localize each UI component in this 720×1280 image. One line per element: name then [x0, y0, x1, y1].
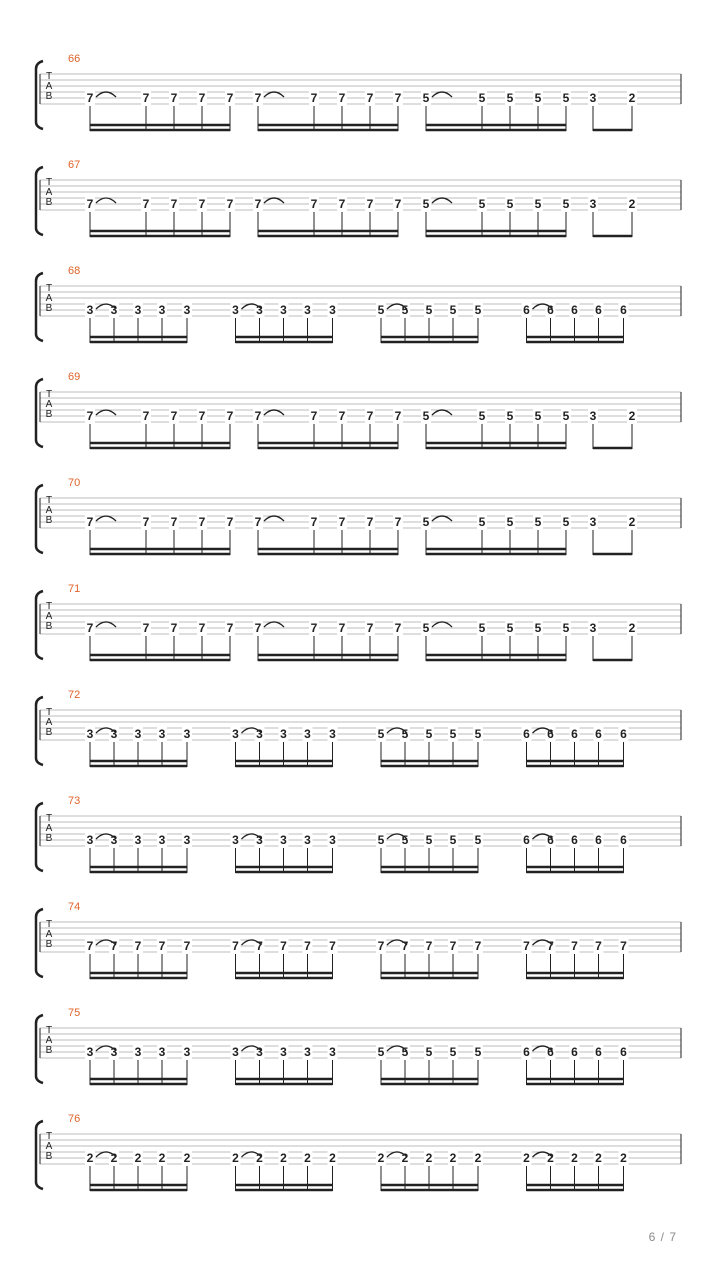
fret-number: 5 — [449, 833, 457, 847]
slur-arc — [432, 410, 452, 415]
fret-number: 7 — [310, 409, 318, 423]
fret-number: 7 — [310, 621, 318, 635]
fret-number: 5 — [449, 1045, 457, 1059]
tab-clef-letter: B — [45, 833, 53, 844]
fret-number: 3 — [183, 833, 191, 847]
tab-clef-letter: B — [45, 91, 53, 102]
fret-number: 3 — [183, 727, 191, 741]
fret-number: 3 — [256, 833, 263, 847]
tab-clef-letter: B — [45, 939, 53, 950]
fret-number: 7 — [595, 939, 602, 953]
tab-system — [36, 1007, 681, 1085]
measure-number: 71 — [68, 583, 81, 595]
tab-system — [36, 583, 681, 661]
fret-number: 7 — [198, 621, 206, 635]
fret-number: 2 — [628, 91, 636, 105]
fret-number: 7 — [547, 939, 554, 953]
fret-number: 7 — [86, 939, 94, 953]
fret-number: 6 — [595, 727, 602, 741]
fret-number: 3 — [134, 1045, 142, 1059]
fret-number: 7 — [310, 197, 318, 211]
fret-number: 7 — [254, 621, 262, 635]
fret-number: 5 — [478, 409, 486, 423]
measure-number: 73 — [68, 795, 81, 807]
tab-system — [36, 265, 681, 343]
fret-number: 3 — [183, 1045, 191, 1059]
fret-number: 7 — [474, 939, 482, 953]
measure-number: 69 — [68, 371, 81, 383]
fret-number: 7 — [425, 939, 433, 953]
tab-clef-letter: A — [45, 187, 53, 198]
fret-number: 7 — [170, 515, 178, 529]
tab-clef-letter: T — [45, 71, 53, 82]
fret-number: 3 — [256, 303, 263, 317]
slur-arc — [264, 410, 284, 415]
fret-number: 7 — [170, 409, 178, 423]
fret-number: 3 — [280, 303, 287, 317]
tab-clef-letter: A — [45, 81, 53, 92]
slur-arc — [96, 198, 116, 203]
tab-clef-letter: B — [45, 197, 53, 208]
fret-number: 5 — [478, 197, 486, 211]
fret-number: 7 — [254, 515, 262, 529]
fret-number: 5 — [422, 621, 430, 635]
tab-clef-letter: B — [45, 303, 53, 314]
fret-number: 5 — [562, 409, 570, 423]
tab-clef-letter: B — [45, 1151, 53, 1162]
tab-system — [36, 689, 681, 767]
measure-number: 66 — [68, 53, 81, 65]
fret-number: 5 — [422, 91, 430, 105]
measure-number: 75 — [68, 1007, 81, 1019]
fret-number: 7 — [226, 91, 234, 105]
fret-number: 6 — [547, 833, 554, 847]
fret-number: 6 — [547, 727, 554, 741]
fret-number: 7 — [280, 939, 287, 953]
fret-number: 5 — [562, 515, 570, 529]
fret-number: 5 — [449, 303, 457, 317]
fret-number: 3 — [304, 833, 311, 847]
fret-number: 3 — [329, 727, 336, 741]
fret-number: 5 — [506, 409, 514, 423]
fret-number: 5 — [401, 727, 409, 741]
fret-number: 3 — [232, 833, 239, 847]
tab-clef-letter: T — [45, 1025, 53, 1036]
fret-number: 7 — [142, 409, 150, 423]
fret-number: 7 — [310, 91, 318, 105]
fret-number: 5 — [562, 621, 570, 635]
tab-clef-letter: A — [45, 717, 53, 728]
fret-number: 7 — [394, 515, 402, 529]
fret-number: 7 — [366, 621, 374, 635]
tab-system — [36, 477, 681, 555]
fret-number: 3 — [329, 303, 336, 317]
fret-number: 5 — [562, 91, 570, 105]
fret-number: 5 — [534, 621, 542, 635]
tab-clef-letter: A — [45, 611, 53, 622]
fret-number: 3 — [86, 1045, 94, 1059]
tab-clef-letter: A — [45, 823, 53, 834]
slur-arc — [432, 92, 452, 97]
fret-number: 3 — [589, 197, 597, 211]
slur-arc — [264, 622, 284, 627]
measure-number: 76 — [68, 1113, 81, 1125]
tab-system — [36, 901, 681, 979]
fret-number: 7 — [226, 409, 234, 423]
fret-number: 5 — [474, 727, 482, 741]
slur-arc — [432, 516, 452, 521]
fret-number: 3 — [110, 303, 118, 317]
fret-number: 5 — [478, 621, 486, 635]
tab-clef-letter: T — [45, 389, 53, 400]
fret-number: 7 — [254, 409, 262, 423]
tab-clef-letter: A — [45, 399, 53, 410]
fret-number: 7 — [366, 409, 374, 423]
fret-number: 2 — [595, 1151, 602, 1165]
fret-number: 5 — [478, 91, 486, 105]
fret-number: 7 — [401, 939, 409, 953]
fret-number: 3 — [134, 303, 142, 317]
fret-number: 7 — [86, 515, 94, 529]
fret-number: 6 — [595, 303, 602, 317]
fret-number: 5 — [422, 515, 430, 529]
fret-number: 6 — [595, 833, 602, 847]
fret-number: 3 — [158, 1045, 166, 1059]
fret-number: 3 — [232, 303, 239, 317]
fret-number: 2 — [620, 1151, 627, 1165]
fret-number: 7 — [329, 939, 336, 953]
fret-number: 7 — [134, 939, 142, 953]
tab-clef-letter: T — [45, 1131, 53, 1142]
measure-number: 68 — [68, 265, 81, 277]
fret-number: 3 — [280, 1045, 287, 1059]
slur-arc — [432, 622, 452, 627]
fret-number: 7 — [86, 621, 94, 635]
fret-number: 5 — [449, 727, 457, 741]
fret-number: 7 — [394, 409, 402, 423]
fret-number: 2 — [377, 1151, 385, 1165]
fret-number: 7 — [449, 939, 457, 953]
fret-number: 7 — [620, 939, 627, 953]
fret-number: 3 — [110, 833, 118, 847]
fret-number: 7 — [86, 197, 94, 211]
fret-number: 7 — [170, 197, 178, 211]
fret-number: 3 — [86, 833, 94, 847]
fret-number: 5 — [377, 727, 385, 741]
fret-number: 7 — [254, 197, 262, 211]
fret-number: 3 — [110, 727, 118, 741]
fret-number: 2 — [183, 1151, 191, 1165]
fret-number: 5 — [401, 1045, 409, 1059]
fret-number: 7 — [304, 939, 311, 953]
fret-number: 2 — [628, 197, 636, 211]
fret-number: 7 — [170, 621, 178, 635]
fret-number: 2 — [256, 1151, 263, 1165]
fret-number: 2 — [523, 1151, 530, 1165]
slur-arc — [96, 622, 116, 627]
fret-number: 7 — [523, 939, 530, 953]
fret-number: 5 — [534, 91, 542, 105]
fret-number: 7 — [366, 197, 374, 211]
fret-number: 6 — [523, 727, 530, 741]
slur-arc — [96, 410, 116, 415]
fret-number: 2 — [628, 515, 636, 529]
fret-number: 5 — [422, 409, 430, 423]
fret-number: 3 — [280, 727, 287, 741]
fret-number: 3 — [256, 1045, 263, 1059]
fret-number: 3 — [589, 621, 597, 635]
tab-system — [36, 795, 681, 873]
slur-arc — [96, 516, 116, 521]
fret-number: 7 — [86, 409, 94, 423]
fret-number: 7 — [110, 939, 118, 953]
fret-number: 7 — [377, 939, 385, 953]
fret-number: 3 — [134, 727, 142, 741]
tab-clef-letter: A — [45, 929, 53, 940]
fret-number: 5 — [425, 1045, 433, 1059]
fret-number: 3 — [329, 833, 336, 847]
fret-number: 2 — [628, 409, 636, 423]
fret-number: 3 — [280, 833, 287, 847]
fret-number: 7 — [366, 91, 374, 105]
fret-number: 3 — [232, 1045, 239, 1059]
fret-number: 5 — [534, 197, 542, 211]
tab-clef-letter: B — [45, 409, 53, 420]
tab-clef-letter: B — [45, 727, 53, 738]
fret-number: 3 — [183, 303, 191, 317]
measure-number: 70 — [68, 477, 81, 489]
fret-number: 7 — [142, 197, 150, 211]
tab-clef-letter: T — [45, 707, 53, 718]
fret-number: 3 — [158, 833, 166, 847]
tab-clef-letter: A — [45, 293, 53, 304]
tab-clef-letter: T — [45, 177, 53, 188]
measure-number: 74 — [68, 901, 81, 913]
fret-number: 7 — [86, 91, 94, 105]
fret-number: 2 — [86, 1151, 94, 1165]
fret-number: 6 — [523, 833, 530, 847]
fret-number: 7 — [338, 197, 346, 211]
fret-number: 2 — [134, 1151, 142, 1165]
fret-number: 3 — [304, 727, 311, 741]
slur-arc — [432, 198, 452, 203]
tab-clef-letter: A — [45, 505, 53, 516]
fret-number: 6 — [571, 727, 578, 741]
fret-number: 7 — [142, 515, 150, 529]
fret-number: 5 — [377, 833, 385, 847]
fret-number: 7 — [338, 91, 346, 105]
fret-number: 7 — [226, 197, 234, 211]
measure-number: 72 — [68, 689, 81, 701]
fret-number: 3 — [329, 1045, 336, 1059]
tab-clef-letter: T — [45, 283, 53, 294]
fret-number: 3 — [86, 727, 94, 741]
fret-number: 7 — [394, 91, 402, 105]
fret-number: 5 — [506, 515, 514, 529]
fret-number: 6 — [595, 1045, 602, 1059]
slur-arc — [264, 198, 284, 203]
tab-system — [36, 53, 681, 131]
fret-number: 5 — [478, 515, 486, 529]
slur-arc — [264, 92, 284, 97]
fret-number: 7 — [571, 939, 578, 953]
fret-number: 5 — [534, 409, 542, 423]
slur-arc — [96, 92, 116, 97]
fret-number: 5 — [506, 197, 514, 211]
tab-clef-letter: B — [45, 1045, 53, 1056]
fret-number: 7 — [338, 409, 346, 423]
fret-number: 2 — [547, 1151, 554, 1165]
fret-number: 5 — [425, 833, 433, 847]
fret-number: 2 — [232, 1151, 239, 1165]
fret-number: 7 — [183, 939, 191, 953]
fret-number: 6 — [571, 1045, 578, 1059]
fret-number: 3 — [589, 91, 597, 105]
fret-number: 2 — [280, 1151, 287, 1165]
tab-clef-letter: B — [45, 515, 53, 526]
fret-number: 7 — [394, 197, 402, 211]
fret-number: 5 — [401, 833, 409, 847]
fret-number: 6 — [523, 1045, 530, 1059]
fret-number: 2 — [329, 1151, 336, 1165]
tab-clef-letter: B — [45, 621, 53, 632]
tab-system — [36, 159, 681, 237]
fret-number: 5 — [562, 197, 570, 211]
fret-number: 7 — [226, 621, 234, 635]
fret-number: 5 — [474, 303, 482, 317]
fret-number: 7 — [158, 939, 166, 953]
fret-number: 5 — [506, 91, 514, 105]
fret-number: 3 — [232, 727, 239, 741]
fret-number: 3 — [304, 303, 311, 317]
fret-number: 7 — [198, 409, 206, 423]
fret-number: 7 — [254, 91, 262, 105]
fret-number: 3 — [256, 727, 263, 741]
slur-arc — [264, 516, 284, 521]
fret-number: 2 — [401, 1151, 409, 1165]
fret-number: 7 — [198, 91, 206, 105]
fret-number: 6 — [620, 833, 627, 847]
tab-system — [36, 371, 681, 449]
fret-number: 7 — [338, 621, 346, 635]
fret-number: 7 — [142, 91, 150, 105]
fret-number: 3 — [158, 303, 166, 317]
fret-number: 2 — [474, 1151, 482, 1165]
fret-number: 6 — [547, 303, 554, 317]
fret-number: 6 — [523, 303, 530, 317]
fret-number: 3 — [304, 1045, 311, 1059]
fret-number: 7 — [142, 621, 150, 635]
fret-number: 5 — [506, 621, 514, 635]
fret-number: 3 — [589, 409, 597, 423]
tab-clef-letter: A — [45, 1141, 53, 1152]
fret-number: 7 — [198, 515, 206, 529]
fret-number: 2 — [304, 1151, 311, 1165]
fret-number: 2 — [425, 1151, 433, 1165]
fret-number: 7 — [226, 515, 234, 529]
fret-number: 3 — [589, 515, 597, 529]
fret-number: 3 — [158, 727, 166, 741]
fret-number: 5 — [377, 1045, 385, 1059]
tab-clef-letter: T — [45, 601, 53, 612]
fret-number: 7 — [338, 515, 346, 529]
fret-number: 7 — [310, 515, 318, 529]
fret-number: 3 — [134, 833, 142, 847]
fret-number: 5 — [474, 833, 482, 847]
tab-clef-letter: T — [45, 495, 53, 506]
fret-number: 2 — [110, 1151, 118, 1165]
fret-number: 2 — [571, 1151, 578, 1165]
fret-number: 5 — [425, 303, 433, 317]
fret-number: 5 — [377, 303, 385, 317]
tab-system — [36, 1113, 681, 1191]
fret-number: 7 — [232, 939, 239, 953]
measure-number: 67 — [68, 159, 81, 171]
fret-number: 2 — [158, 1151, 166, 1165]
page-number: 6 / 7 — [648, 1230, 677, 1244]
fret-number: 5 — [422, 197, 430, 211]
fret-number: 3 — [86, 303, 94, 317]
tab-clef-letter: A — [45, 1035, 53, 1046]
fret-number: 5 — [401, 303, 409, 317]
fret-number: 7 — [170, 91, 178, 105]
fret-number: 7 — [366, 515, 374, 529]
tab-clef-letter: T — [45, 919, 53, 930]
fret-number: 7 — [256, 939, 263, 953]
fret-number: 6 — [571, 833, 578, 847]
fret-number: 6 — [620, 727, 627, 741]
fret-number: 2 — [628, 621, 636, 635]
fret-number: 7 — [198, 197, 206, 211]
fret-number: 5 — [534, 515, 542, 529]
fret-number: 3 — [110, 1045, 118, 1059]
fret-number: 5 — [474, 1045, 482, 1059]
tab-clef-letter: T — [45, 813, 53, 824]
fret-number: 6 — [620, 303, 627, 317]
fret-number: 2 — [449, 1151, 457, 1165]
fret-number: 6 — [620, 1045, 627, 1059]
fret-number: 7 — [394, 621, 402, 635]
fret-number: 6 — [547, 1045, 554, 1059]
fret-number: 6 — [571, 303, 578, 317]
fret-number: 5 — [425, 727, 433, 741]
